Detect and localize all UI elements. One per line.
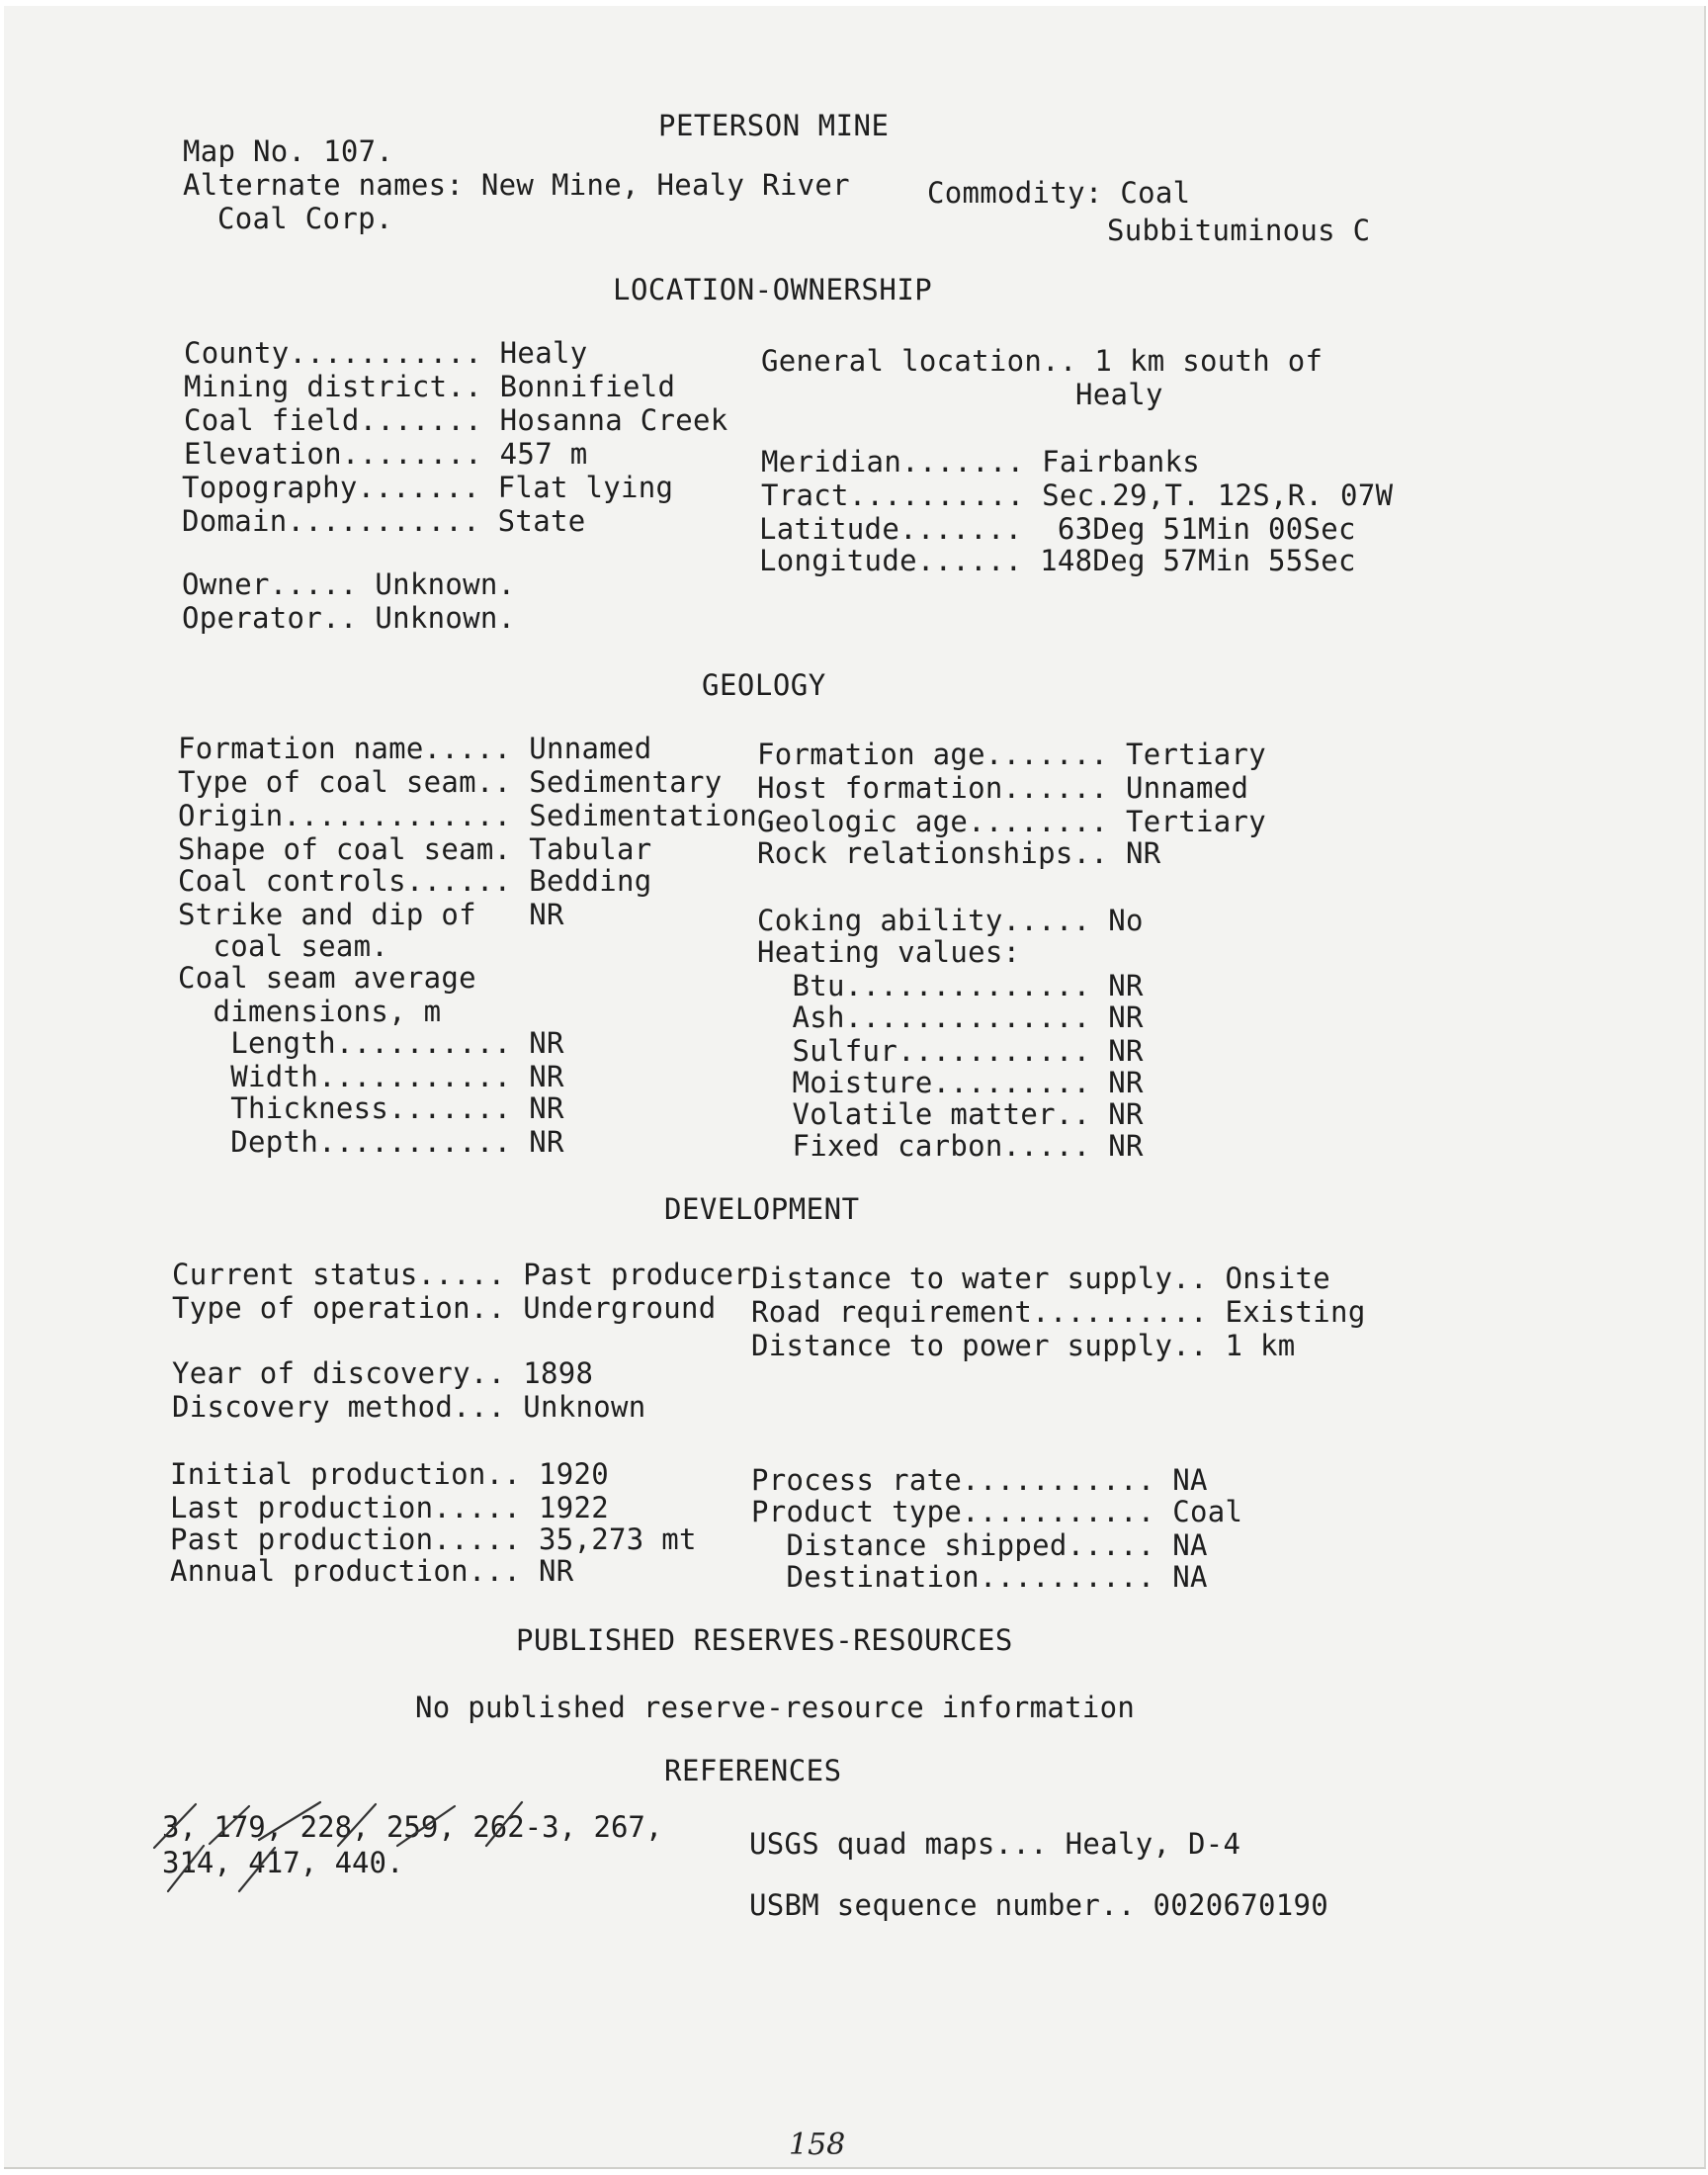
location-field: Elevation........ 457 m bbox=[184, 437, 588, 471]
development-field: Year of discovery.. 1898 bbox=[172, 1356, 594, 1390]
coking-ability: Coking ability..... No bbox=[757, 904, 1144, 937]
development-field-right: Distance to power supply.. 1 km bbox=[751, 1329, 1296, 1362]
handwritten-strikeouts bbox=[152, 1800, 666, 1899]
heating-value: Ash.............. NR bbox=[757, 1000, 1144, 1034]
production-field: Last production..... 1922 bbox=[170, 1491, 609, 1524]
development-field-right: Road requirement.......... Existing bbox=[751, 1295, 1366, 1329]
location-field-right: Longitude...... 148Deg 57Min 55Sec bbox=[759, 544, 1356, 577]
heating-value: Volatile matter.. NR bbox=[757, 1097, 1144, 1131]
development-field: Current status..... Past producer bbox=[172, 1258, 752, 1291]
heating-values-label: Heating values: bbox=[757, 935, 1021, 969]
usbm-sequence-number: USBM sequence number.. 0020670190 bbox=[749, 1888, 1329, 1922]
processing-field: Process rate........... NA bbox=[751, 1463, 1208, 1497]
production-field: Past production..... 35,273 mt bbox=[170, 1522, 697, 1556]
commodity-rank: Subbituminous C bbox=[1107, 214, 1371, 247]
heating-value: Btu.............. NR bbox=[757, 969, 1144, 1002]
reserves-text: No published reserve-resource information bbox=[415, 1691, 1136, 1724]
processing-field: Destination.......... NA bbox=[751, 1560, 1208, 1594]
geology-field: Origin............. Sedimentation bbox=[178, 799, 758, 832]
document-title: PETERSON MINE bbox=[658, 109, 890, 142]
heating-value: Sulfur........... NR bbox=[757, 1034, 1144, 1068]
geology-field: Strike and dip of NR bbox=[178, 898, 564, 931]
geology-field: Coal controls...... Bedding bbox=[178, 864, 652, 898]
location-field: Domain........... State bbox=[182, 504, 586, 538]
location-field: County........... Healy bbox=[184, 336, 588, 370]
geology-dimension: Width........... NR bbox=[178, 1060, 564, 1093]
production-field: Initial production.. 1920 bbox=[170, 1457, 609, 1491]
geology-dimension: Length.......... NR bbox=[178, 1026, 564, 1060]
development-field-right: Distance to water supply.. Onsite bbox=[751, 1262, 1331, 1295]
map-number: Map No. 107. bbox=[183, 134, 394, 168]
section-heading-location: LOCATION-OWNERSHIP bbox=[613, 273, 933, 306]
location-field: Mining district.. Bonnifield bbox=[184, 370, 676, 403]
geology-field: Shape of coal seam. Tabular bbox=[178, 832, 652, 866]
geology-field-right: Rock relationships.. NR bbox=[757, 836, 1161, 870]
production-field: Annual production... NR bbox=[170, 1554, 574, 1588]
section-heading-development: DEVELOPMENT bbox=[664, 1192, 860, 1226]
location-field-right: Tract.......... Sec.29,T. 12S,R. 07W bbox=[761, 478, 1394, 512]
section-heading-geology: GEOLOGY bbox=[702, 668, 826, 702]
geology-dimension: Thickness....... NR bbox=[178, 1091, 564, 1125]
alternate-names-continued: Coal Corp. bbox=[217, 202, 393, 235]
geology-field: Formation name..... Unnamed bbox=[178, 732, 652, 765]
commodity: Commodity: Coal bbox=[927, 176, 1191, 210]
document-page bbox=[4, 6, 1706, 2169]
usgs-quad-maps: USGS quad maps... Healy, D-4 bbox=[749, 1827, 1241, 1861]
section-heading-reserves: PUBLISHED RESERVES-RESOURCES bbox=[516, 1623, 1013, 1657]
general-location: General location.. 1 km south of bbox=[761, 344, 1324, 378]
reference-list: 3, 179, 228, 259, 262-3, 267, 314, 417, 440. bbox=[162, 1810, 663, 1879]
location-field: Coal field....... Hosanna Creek bbox=[184, 403, 728, 437]
operator-field: Operator.. Unknown. bbox=[182, 601, 516, 635]
geology-field: dimensions, m bbox=[178, 995, 442, 1028]
location-field-right: Latitude....... 63Deg 51Min 00Sec bbox=[759, 512, 1356, 546]
section-heading-references: REFERENCES bbox=[664, 1754, 842, 1787]
alternate-names: Alternate names: New Mine, Healy River bbox=[183, 168, 850, 202]
page-number: 158 bbox=[789, 2128, 846, 2162]
geology-field: Type of coal seam.. Sedimentary bbox=[178, 765, 723, 799]
geology-field: coal seam. bbox=[178, 929, 389, 963]
owner-field: Owner..... Unknown. bbox=[182, 567, 516, 601]
development-field: Type of operation.. Underground bbox=[172, 1291, 717, 1325]
geology-dimension: Depth........... NR bbox=[178, 1125, 564, 1159]
heating-value: Moisture......... NR bbox=[757, 1066, 1144, 1099]
geology-field: Coal seam average bbox=[178, 961, 476, 995]
heating-value: Fixed carbon..... NR bbox=[757, 1129, 1144, 1163]
geology-field-right: Host formation...... Unnamed bbox=[757, 771, 1249, 805]
processing-field: Product type........... Coal bbox=[751, 1495, 1243, 1528]
processing-field: Distance shipped..... NA bbox=[751, 1528, 1208, 1562]
location-field: Topography....... Flat lying bbox=[182, 471, 674, 504]
development-field: Discovery method... Unknown bbox=[172, 1390, 646, 1424]
general-location-continued: Healy bbox=[1075, 378, 1163, 411]
location-field-right: Meridian....... Fairbanks bbox=[761, 445, 1200, 478]
geology-field-right: Geologic age........ Tertiary bbox=[757, 805, 1267, 838]
geology-field-right: Formation age....... Tertiary bbox=[757, 738, 1267, 771]
